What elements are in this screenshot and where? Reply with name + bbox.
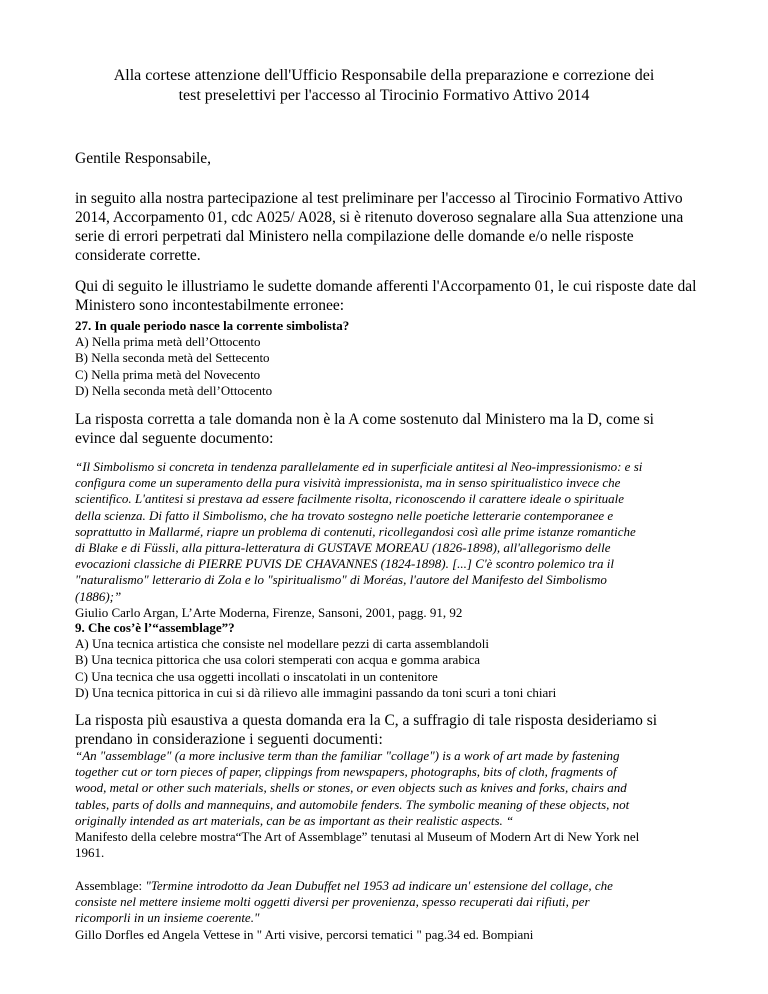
document-title [40, 66, 728, 106]
intro-line: 2014, Accorpamento 01, cdc A025/ A028, si è ritenuto doveroso segnalare alla Sua attenzione una [75, 209, 684, 226]
quote-line: tables, parts of dolls and mannequins, and automobile fenders. The symbolic meaning of these objects, not [75, 796, 630, 812]
answer-option: D) Una tecnica pittorica in cui si dà rilievo alle immagini passando da toni scuri a toni chiari [75, 684, 557, 700]
intro-paragraph [75, 189, 715, 265]
answer-option: D) Nella seconda metà dell’Ottocento [75, 382, 273, 398]
answer-option: B) Una tecnica pittorica che usa colori stemperati con acqua e gomma arabica [75, 652, 480, 668]
title-line: test preselettivi per l'accesso al Tirocinio Formativo Attivo 2014 [178, 87, 590, 104]
definition-source: Gillo Dorfles ed Angela Vettese in " Arti visive, percorsi tematici " pag.34 ed. Bompiani [75, 926, 534, 942]
quote-line: "naturalismo" letterario di Zola e lo "spiritualismo" di Moréas, l'autore del Manifesto del Simbolismo [75, 572, 607, 588]
lead-line: Qui di seguito le illustriamo le sudette domande afferenti l'Accorpamento 01, le cui risposte date dal [75, 278, 697, 295]
definition-quote: "Termine introdotto da Jean Dubuffet nel 1953 ad indicare un' estensione del collage, che [145, 878, 613, 893]
definition-quote: ricomporli in un insieme coerente." [75, 910, 260, 926]
q27-quote [75, 459, 715, 621]
quote-line: evocazioni classiche di PIERRE PUVIS DE CHAVANNES (1824-1898). [...] C'è scontro polemico tra il [75, 556, 615, 572]
quote-line: di Blake e di Füssli, alla pittura-letteratura di GUSTAVE MOREAU (1826-1898), all'allegorismo delle [75, 540, 611, 556]
assemblage-definition [75, 878, 715, 943]
quote-line: configura come un superamento della pura visività impressionista, ma in senso spiritualistico invece che [75, 475, 621, 491]
question-27 [75, 318, 715, 399]
quote-line: (1886);” [75, 588, 122, 604]
definition-quote: consiste nel mettere insieme molti oggetti diversi per provenienza, spesso recuperati dai rifiuti, per [75, 894, 590, 910]
answer-line: prendano in considerazione i seguenti documenti: [75, 731, 383, 748]
question-text: 27. In quale periodo nasce la corrente simbolista? [75, 318, 350, 333]
quote-line: scientifico. L'antitesi si prestava ad essere facilmente risolta, riconoscendo il carattere ideale o spirituale [75, 491, 625, 507]
quote-line: soprattutto in Mallarmé, riapre un problema di contenuti, ricollegandosi così alle prime istanze romantiche [75, 523, 636, 539]
quote-source: 1961. [75, 845, 105, 861]
question-text: 9. Che cos’è l’“assemblage”? [75, 620, 235, 635]
lead-paragraph [75, 277, 715, 315]
quote-line: together cut or torn pieces of paper, clippings from newspapers, photographs, bits of cloth, fragments of [75, 764, 617, 780]
q27-answer-paragraph [75, 410, 715, 448]
answer-line: evince dal seguente documento: [75, 430, 274, 447]
answer-option: A) Una tecnica artistica che consiste nel modellare pezzi di carta assemblandoli [75, 636, 490, 652]
quote-line: “Il Simbolismo si concreta in tendenza parallelamente ed in superficiale antitesi al Neo-impressionismo: e si [75, 459, 643, 474]
answer-line: La risposta più esaustiva a questa domanda era la C, a suffragio di tale risposta desideriamo si [75, 712, 658, 729]
intro-line: in seguito alla nostra partecipazione al test preliminare per l'accesso al Tirocinio Formativo Attivo [75, 190, 683, 207]
answer-option: C) Nella prima metà del Novecento [75, 366, 261, 382]
definition-label: Assemblage: [75, 878, 146, 893]
intro-line: serie di errori perpetrati dal Ministero nella compilazione delle domande e/o nelle risposte [75, 228, 634, 245]
quote-line: originally intended as art materials, can be as important as their realistic aspects. “ [75, 812, 514, 828]
greeting: Gentile Responsabile, [75, 150, 212, 167]
quote-line: wood, metal or other such materials, shells or stones, or even objects such as knives and forks, chairs and [75, 780, 627, 796]
quote-line: “An "assemblage" (a more inclusive term than the familiar "collage") is a work of art made by fastening [75, 748, 620, 763]
answer-option: C) Una tecnica che usa oggetti incollati o inscatolati in un contenitore [75, 668, 438, 684]
answer-option: A) Nella prima metà dell’Ottocento [75, 334, 261, 350]
quote-source: Manifesto della celebre mostra“The Art of Assemblage” tenutasi al Museum of Modern Art di New York nel [75, 829, 640, 845]
lead-line: Ministero sono incontestabilmente erronee: [75, 297, 345, 314]
q9-quote [75, 748, 715, 861]
answer-option: B) Nella seconda metà del Settecento [75, 350, 270, 366]
intro-line: considerate corrette. [75, 247, 201, 264]
q9-answer-paragraph [75, 711, 715, 749]
title-line: Alla cortese attenzione dell'Ufficio Responsabile della preparazione e correzione dei [113, 67, 655, 84]
quote-source: Giulio Carlo Argan, L’Arte Moderna, Firenze, Sansoni, 2001, pagg. 91, 92 [75, 604, 463, 620]
quote-line: della scienza. Di fatto il Simbolismo, che ha trovato sostegno nelle poetiche letterarie contemporanee e [75, 507, 614, 523]
question-9 [75, 620, 715, 701]
answer-line: La risposta corretta a tale domanda non è la A come sostenuto dal Ministero ma la D, come si [75, 411, 654, 428]
